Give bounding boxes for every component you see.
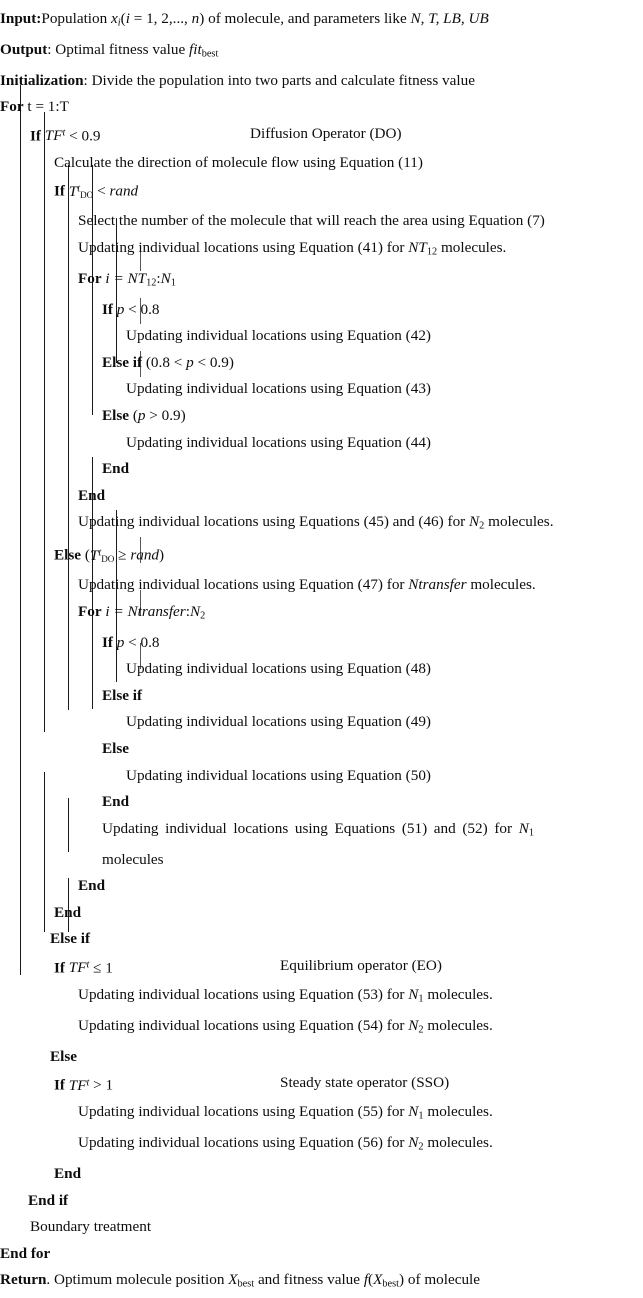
line-if-tf-gt-1: [0, 1070, 643, 1099]
variable-nt12: $NT_{12}$: [408, 238, 438, 258]
output-fit: fit$_{best}$: [189, 40, 219, 60]
variable-ntransfer: Ntransfer: [408, 576, 467, 594]
update-eq54-suffix: molecules.: [423, 1016, 493, 1034]
line-update-eq47: [0, 572, 643, 599]
initialization-text: : Divide the population into two parts and calculate fitness value: [83, 71, 475, 89]
variable-n1: $N_1$: [408, 985, 424, 1005]
annotation-equilibrium-operator: Equilibrium operator (EO): [280, 957, 442, 975]
line-for-t: [0, 94, 643, 121]
variable-rand: rand: [130, 546, 160, 564]
annotation-steady-state-operator: Steady state operator (SSO): [280, 1074, 450, 1092]
line-else-bare: [0, 736, 643, 763]
line-boundary-treatment: [0, 1214, 643, 1241]
update-eq56-suffix: molecules.: [423, 1134, 493, 1152]
line-for-i-ntransfer: [0, 599, 643, 630]
output-label: Output: [0, 40, 48, 58]
line-for-i-nt12: [0, 266, 643, 297]
function-f: f: [363, 1271, 369, 1289]
line-end-else-do: [0, 900, 643, 927]
input-text-b: (i = 1, 2,..., n) of molecule, and parameters like: [120, 10, 411, 27]
loop-var-i: i =: [101, 269, 128, 287]
relation-lt-08: < 0.8: [124, 633, 160, 651]
line-elseif-08-09: [0, 350, 643, 377]
keyword-else-if: Else if: [50, 930, 91, 948]
initialization-label: Initialization: [0, 71, 84, 89]
variable-x-best: $X_{best}$: [228, 1271, 255, 1290]
output-text: : Optimal fitness value: [47, 40, 190, 58]
keyword-else: Else: [102, 740, 130, 758]
line-update-eq53: [0, 982, 643, 1013]
cond-open: (: [129, 407, 138, 425]
update-eq43-text: Updating individual locations using Equation (43): [126, 380, 431, 398]
keyword-if: If: [54, 182, 65, 200]
line-update-eq56: [0, 1130, 643, 1161]
loop-var-i: i =: [101, 602, 128, 620]
line-input: [0, 6, 643, 37]
cond-open: (0.8 <: [142, 353, 187, 371]
keyword-for: For: [0, 98, 24, 116]
line-if-p-lt-08: [0, 297, 643, 324]
update-eq48-text: Updating individual locations using Equation (48): [126, 660, 431, 678]
line-else-outer: [0, 1044, 643, 1071]
keyword-else: Else: [102, 407, 130, 425]
line-update-eq48: [0, 656, 643, 683]
variable-n2: $N_2$: [408, 1134, 424, 1153]
variable-n2: $N_2$: [408, 1016, 424, 1036]
update-eq54-text: Updating individual locations using Equation (54) for: [78, 1016, 409, 1034]
keyword-end: End: [102, 793, 130, 811]
variable-tf: $TF^t$: [68, 959, 90, 977]
select-number-text: Select the number of the molecule that will reach the area using Equation (7): [78, 212, 545, 230]
keyword-end-if: End if: [28, 1191, 69, 1209]
line-update-eq55: [0, 1099, 643, 1130]
update-eq45-46-suffix: molecules.: [484, 513, 554, 531]
line-update-eq45-46: [0, 509, 643, 540]
input-label: Input:: [0, 10, 42, 27]
keyword-return: Return: [0, 1271, 47, 1289]
keyword-if: If: [30, 127, 41, 145]
line-update-eq51-52: [0, 816, 540, 873]
relation-lt-08: < 0.8: [124, 300, 160, 318]
update-eq50-text: Updating individual locations using Equation (50): [126, 766, 431, 784]
keyword-if: If: [54, 1076, 65, 1094]
keyword-end: End: [78, 877, 106, 895]
update-eq56-text: Updating individual locations using Equation (56) for: [78, 1134, 409, 1152]
return-text-c: ) of molecule: [399, 1271, 480, 1289]
relation-le-1: ≤ 1: [89, 959, 113, 977]
input-variable-x: $x_i$: [111, 10, 121, 29]
line-update-eq54: [0, 1013, 643, 1044]
line-elseif-bare: [0, 683, 643, 710]
variable-p: p: [186, 353, 194, 371]
keyword-end: End: [78, 486, 106, 504]
line-end-for-i-ntransfer: [0, 873, 643, 900]
update-eq47-suffix: molecules.: [466, 576, 536, 594]
keyword-else-if: Else if: [102, 686, 143, 704]
keyword-if: If: [54, 959, 65, 977]
keyword-for: For: [78, 269, 102, 287]
keyword-end: End: [102, 460, 130, 478]
boundary-treatment-text: Boundary treatment: [30, 1218, 152, 1236]
range-colon: :: [185, 602, 190, 620]
line-output: [0, 37, 643, 68]
keyword-if: If: [102, 300, 113, 318]
line-initialization: [0, 68, 643, 95]
line-update-eq41: [0, 235, 643, 266]
relation-lt-09: < 0.9: [65, 127, 101, 145]
for-t-range: t = 1:T: [23, 98, 69, 116]
relation-gt-1: > 1: [89, 1076, 114, 1094]
update-eq41-suffix: molecules.: [437, 238, 507, 256]
update-eq51-52-suffix: molecules: [102, 850, 164, 868]
line-return: [0, 1267, 643, 1298]
update-eq53-text: Updating individual locations using Equation (53) for: [78, 985, 409, 1003]
cond-close: ): [159, 546, 165, 564]
keyword-end-for: End for: [0, 1244, 51, 1262]
variable-n1: $N_1$: [518, 819, 534, 839]
variable-x-best: $X_{best}$: [373, 1271, 400, 1290]
paren-open: (: [368, 1271, 374, 1289]
cond-open: (: [81, 546, 90, 564]
update-eq42-text: Updating individual locations using Equation (42): [126, 327, 431, 345]
line-elseif-outer: [0, 926, 643, 953]
keyword-if: If: [102, 633, 113, 651]
variable-tf: $TF^t$: [44, 127, 66, 145]
line-if-p-lt-08-b: [0, 630, 643, 657]
update-eq41-text: Updating individual locations using Equation (41) for: [78, 238, 409, 256]
line-if-tf-lt-09: [0, 121, 643, 150]
line-if-tf-le-1: [0, 953, 643, 982]
relation-ge: ≥: [114, 546, 131, 564]
line-update-eq44: [0, 430, 643, 457]
line-end-for: [0, 1241, 643, 1268]
keyword-else: Else: [50, 1047, 78, 1065]
variable-n1: $N_1$: [160, 269, 176, 289]
line-end-if: [0, 1188, 643, 1215]
line-else-p-gt-09: [0, 403, 643, 430]
line-if-tdo-lt-rand: [0, 176, 643, 208]
range-colon: :: [156, 269, 161, 287]
annotation-diffusion-operator: Diffusion Operator (DO): [250, 124, 402, 142]
variable-nt12: $NT_{12}$: [127, 269, 157, 289]
variable-n1: $N_1$: [408, 1103, 424, 1122]
update-eq55-text: Updating individual locations using Equation (55) for: [78, 1103, 409, 1121]
line-calculate-direction: [0, 150, 643, 177]
variable-ntransfer: Ntransfer: [127, 602, 186, 620]
line-end-if-p-b: [0, 789, 643, 816]
return-text-b: and fitness value: [254, 1271, 364, 1289]
variable-p: p: [137, 407, 146, 425]
line-update-eq42: [0, 323, 643, 350]
update-eq55-suffix: molecules.: [423, 1103, 493, 1121]
keyword-else: Else: [54, 546, 82, 564]
line-update-eq50: [0, 763, 643, 790]
update-eq44-text: Updating individual locations using Equation (44): [126, 433, 431, 451]
variable-p: p: [116, 633, 125, 651]
update-eq49-text: Updating individual locations using Equation (49): [126, 713, 431, 731]
input-params: N, T, LB, UB: [410, 10, 489, 27]
variable-rand: rand: [109, 182, 139, 200]
keyword-else-if: Else if: [102, 353, 143, 371]
calculate-direction-text: Calculate the direction of molecule flow using Equation (11): [54, 153, 423, 171]
variable-t-do: $T^t_{DO}$: [68, 182, 94, 200]
update-eq51-52-text: Updating individual locations using Equations (51) and (52) for: [102, 819, 519, 837]
cond-close: > 0.9): [145, 407, 186, 425]
variable-tf: $TF^t$: [68, 1076, 90, 1094]
line-update-eq49: [0, 709, 643, 736]
line-else-tdo-ge-rand: [0, 540, 643, 572]
line-update-eq43: [0, 376, 643, 403]
line-select-number: [0, 208, 643, 235]
update-eq45-46-text: Updating individual locations using Equations (45) and (46) for: [78, 513, 470, 531]
return-text-a: . Optimum molecule position: [46, 1271, 229, 1289]
relation-lt: <: [93, 182, 110, 200]
line-end-for-i-nt12: [0, 483, 643, 510]
line-end-if-p: [0, 456, 643, 483]
cond-close: < 0.9): [193, 353, 234, 371]
variable-n2: $N_2$: [469, 513, 485, 532]
keyword-for: For: [78, 602, 102, 620]
variable-n2: $N_2$: [189, 602, 206, 622]
update-eq53-suffix: molecules.: [423, 985, 493, 1003]
input-text-a: Population: [41, 10, 111, 27]
keyword-end: End: [54, 1164, 82, 1182]
keyword-end: End: [54, 903, 82, 921]
variable-p: p: [116, 300, 125, 318]
line-end-sso: [0, 1161, 643, 1188]
update-eq47-text: Updating individual locations using Equation (47) for: [78, 576, 409, 594]
variable-t-do: $T^t_{DO}$: [89, 546, 115, 564]
